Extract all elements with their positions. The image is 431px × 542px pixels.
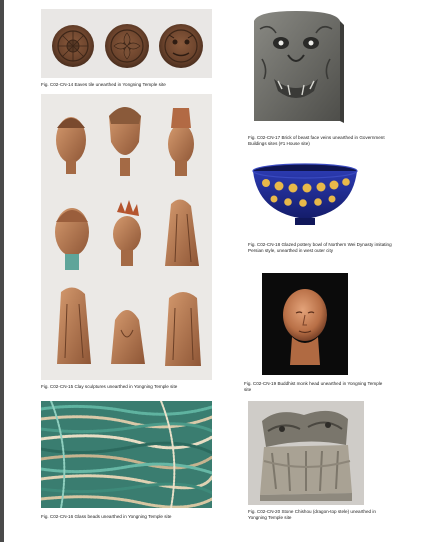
glass-beads-photo bbox=[41, 401, 212, 508]
clay-head-5 bbox=[113, 200, 141, 266]
monk-head-photo bbox=[262, 273, 348, 375]
beast-face-brick-photo bbox=[248, 9, 346, 125]
caption-fig-15: Fig. C02-CN-15 Clay sculptures unearthed in Yongning Temple site bbox=[41, 384, 178, 389]
caption-fig-17: Fig. C02-CN-17 Brick of beast face veins unearthed in Government Buildings sites (#1 House site) bbox=[248, 135, 385, 146]
page-edge-rule bbox=[0, 0, 4, 542]
clay-figure-8 bbox=[111, 310, 145, 364]
clay-figure-9 bbox=[165, 292, 201, 366]
eaves-tile-photo bbox=[41, 9, 212, 78]
caption-fig-16: Fig. C02-CN-16 Glass beads unearthed in Yongning Temple site bbox=[41, 514, 172, 519]
clay-figure-6 bbox=[165, 199, 199, 266]
caption-fig-14: Fig. C02-CN-14 Eaves tile unearthed in Yongning Temple site bbox=[41, 82, 166, 87]
glazed-bowl-photo bbox=[248, 161, 362, 231]
caption-fig-18: Fig. C02-CN-18 Glazed pottery bowl of Northern Wei Dynasty imitating Persian style, unearthed in west outer city bbox=[248, 242, 392, 253]
clay-sculptures-photo bbox=[41, 94, 212, 380]
clay-head-2 bbox=[109, 107, 141, 176]
eaves-tile-2 bbox=[105, 24, 149, 68]
clay-figure-7 bbox=[57, 287, 91, 364]
clay-head-4 bbox=[55, 208, 89, 270]
clay-head-1 bbox=[56, 117, 86, 174]
eaves-tile-3 bbox=[159, 24, 203, 68]
stone-chishou-photo bbox=[248, 401, 364, 505]
caption-fig-19: Fig. C02-CN-19 Buddhist monk head unearthed in Yongning Temple site bbox=[244, 381, 383, 392]
clay-head-3 bbox=[168, 108, 194, 176]
eaves-tile-1 bbox=[52, 25, 94, 67]
caption-fig-20: Fig. C02-CN-20 Stone Chishou (dragon-top stele) unearthed in Yongning Temple site bbox=[248, 509, 376, 520]
